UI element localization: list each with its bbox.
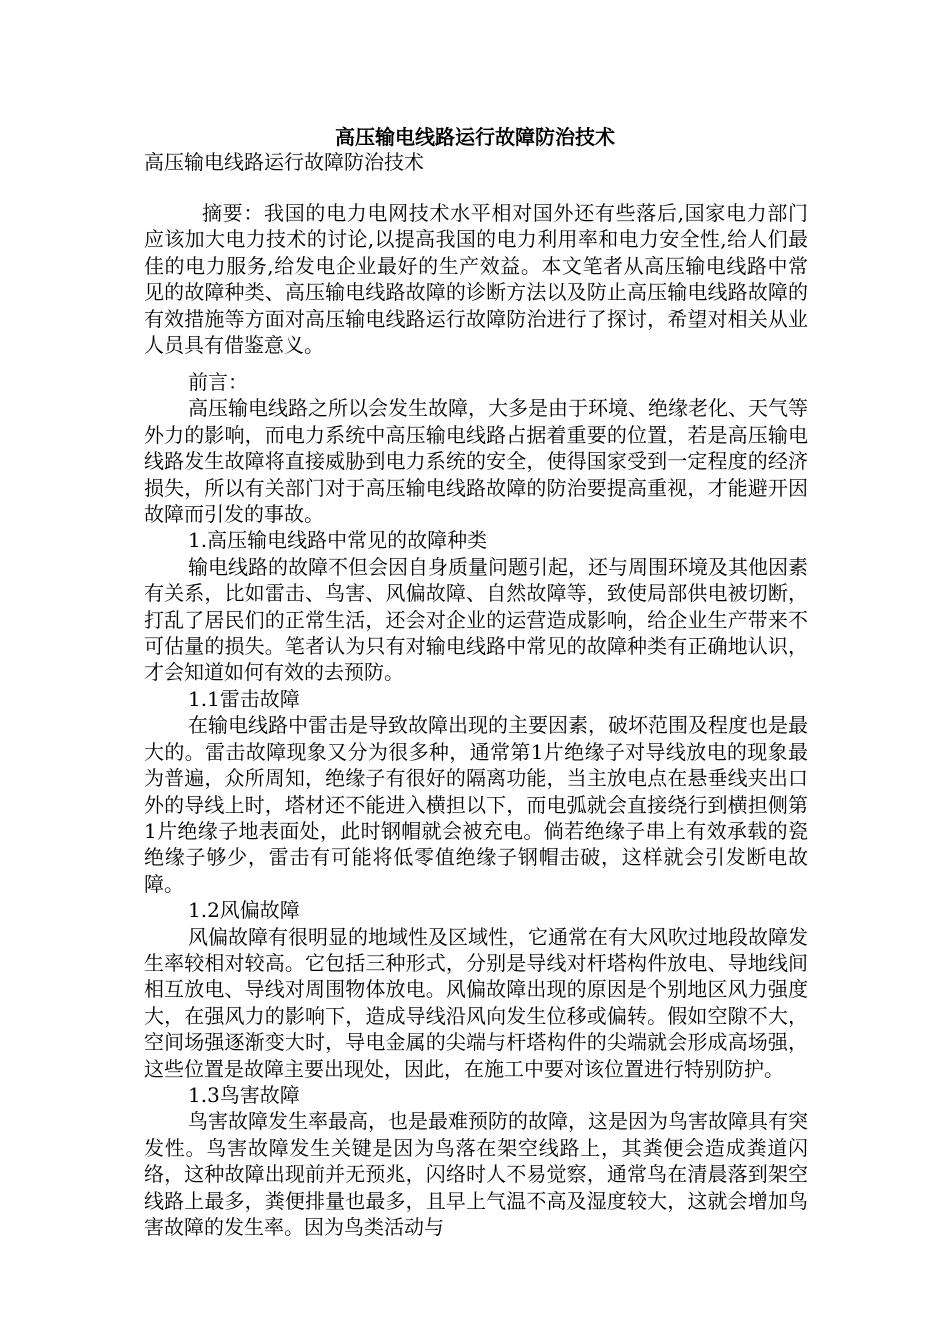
section-1-1-heading: 1.1雷击故障 [188,686,300,711]
section-1-paragraph: 输电线路的故障不但会因自身质量问题引起，还与周围环境及其他因素有关系，比如雷击、鸟害、风偏故障、自然故障等，致使局部供电被切断，打乱了居民们的正常生活，还会对企业的运营造成影响，给企业生产带来不可估量的损失。笔者认为只有对输电线路中常见的故障种类有正确地认识，才会知道如何有效的去预防。 [144,554,808,685]
section-1-heading: 1.高压输电线路中常见的故障种类 [188,528,488,553]
section-1-2-heading: 1.2风偏故障 [188,898,300,923]
preface-label: 前言： [188,370,248,394]
document-subtitle: 高压输电线路运行故障防治技术 [144,150,424,174]
section-1-2-paragraph: 风偏故障有很明显的地域性及区域性，它通常在有大风吹过地段故障发生率较相对较高。它包括三种形式，分别是导线对杆塔构件放电、导地线间相互放电、导线对周围物体放电。风偏故障出现的原因是个别地区风力强度大，在强风力的影响下，造成导线沿风向发生位移或偏转。假如空隙不大，空间场强逐渐变大时，导电金属的尖端与杆塔构件的尖端就会形成高场强，这些位置是故障主要出现处，因此，在施工中要对该位置进行特别防护。 [144,924,808,1081]
section-1-1-paragraph: 在输电线路中雷击是导致故障出现的主要因素，破坏范围及程度也是最大的。雷击故障现象又分为很多种，通常第1片绝缘子对导线放电的现象最为普遍，众所周知，绝缘子有很好的隔离功能，当主放电点在悬垂线夹出口外的导线上时，塔材还不能进入横担以下，而电弧就会直接绕行到横担侧第1片绝缘子地表面处，此时钢帽就会被充电。倘若绝缘子串上有效承载的瓷绝缘子够少，雷击有可能将低零值绝缘子钢帽击破，这样就会引发断电故障。 [144,713,808,896]
document-title: 高压输电线路运行故障防治技术 [335,125,615,149]
section-1-3-paragraph: 鸟害故障发生率最高，也是最难预防的故障，这是因为鸟害故障具有突发性。鸟害故障发生关键是因为鸟落在架空线路上，其粪便会造成粪道闪络，这种故障出现前并无预兆，闪络时人不易觉察，通常鸟在清晨落到架空线路上最多，粪便排量也最多，且早上气温不高及湿度较大，这就会增加鸟害故障的发生率。因为鸟类活动与 [144,1109,808,1239]
abstract-paragraph: 摘要：我国的电力电网技术水平相对国外还有些落后,国家电力部门应该加大电力技术的讨论,以提高我国的电力利用率和电力安全性,给人们最佳的电力服务,给发电企业最好的生产效益。本文笔者从高压输电线路中常见的故障种类、高压输电线路故障的诊断方法以及防止高压输电线路故障的有效措施等方面对高压输电线路运行故障防治进行了探讨，希望对相关从业人员具有借鉴意义。 [144,201,808,358]
document-body [144,369,808,1240]
preface-paragraph: 高压输电线路之所以会发生故障，大多是由于环境、绝缘老化、天气等外力的影响，而电力系统中高压输电线路占据着重要的位置，若是高压输电线路发生故障将直接威胁到电力系统的安全，使得国家受到一定程度的经济损失，所以有关部门对于高压输电线路故障的防治要提高重视，才能避开因故障而引发的事故。 [144,396,808,527]
section-1-3-heading: 1.3鸟害故障 [188,1082,300,1107]
